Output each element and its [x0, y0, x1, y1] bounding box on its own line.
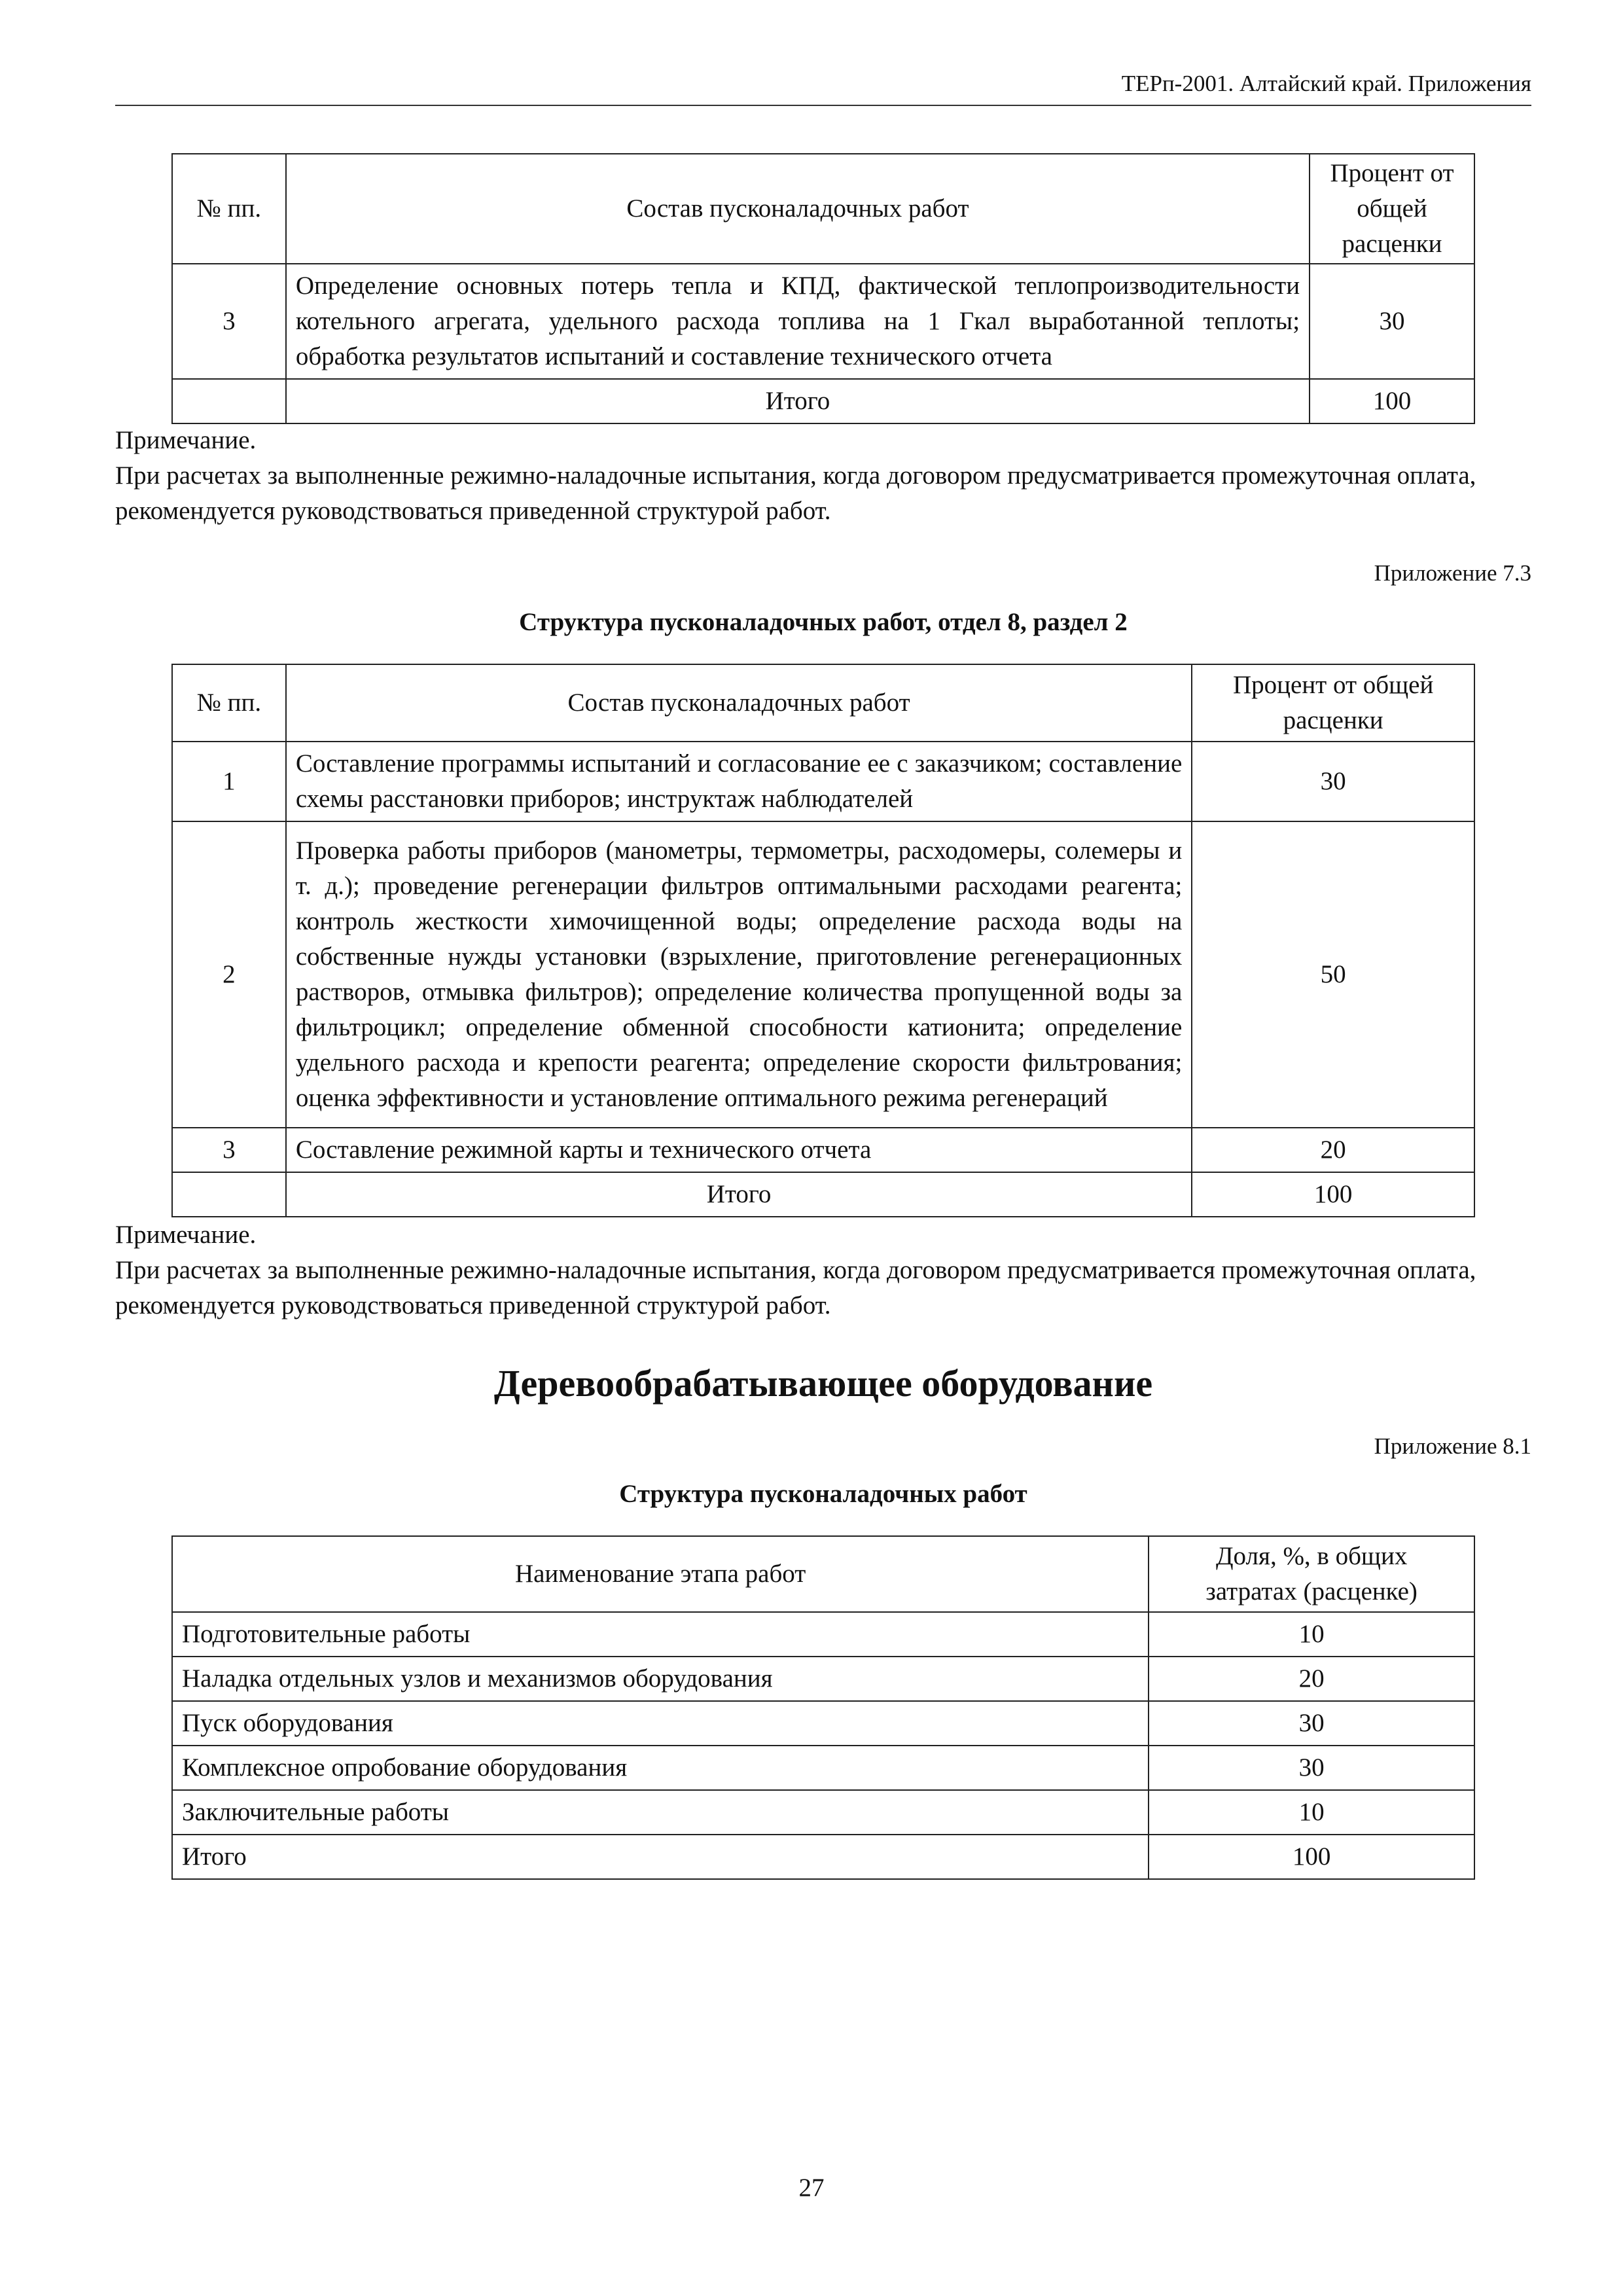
col-header-number: № пп.: [172, 154, 286, 264]
table-row: [172, 1790, 1474, 1835]
row-text: Составление программы испытаний и согласование ее с заказчиком; составление схемы расстановки приборов; инструктаж наблюдателей: [286, 742, 1192, 821]
row-number: 1: [172, 742, 286, 821]
section-title: Деревообрабатывающее оборудование: [493, 1362, 1153, 1405]
running-header: ТЕРп-2001. Алтайский край. Приложения: [115, 71, 1531, 106]
row-text: Определение основных потерь тепла и КПД, фактической теплопроизводительности котельного агрегата, удельного расхода топлива на 1 Гкал выработанной теплоты; обработка результатов испытаний и составление технического отчета: [286, 264, 1310, 379]
total-value: 100: [1310, 379, 1474, 423]
note-text: При расчетах за выполненные режимно-наладочные испытания, когда договором предусматривается промежуточная оплата, рекомендуется руководствоваться приведенной структурой работ.: [115, 461, 1476, 525]
col-header-composition: Состав пусконаладочных работ: [286, 664, 1192, 742]
note-title: Примечание.: [115, 1221, 257, 1249]
table-total-row: [172, 1835, 1474, 1879]
row-number: 3: [172, 1128, 286, 1172]
appendix-label-7-3: Приложение 7.3: [1374, 560, 1531, 586]
total-label: Итого: [286, 379, 1310, 423]
table-row: [172, 1746, 1474, 1790]
stage-share: 30: [1149, 1746, 1474, 1790]
appendix-label-8-1: Приложение 8.1: [1374, 1433, 1531, 1459]
row-percent: 20: [1192, 1128, 1474, 1172]
row-percent: 50: [1192, 821, 1474, 1128]
stage-name: Заключительные работы: [172, 1790, 1149, 1835]
stage-share: 20: [1149, 1657, 1474, 1701]
table-7-3: [171, 664, 1475, 1217]
table-row: [172, 1128, 1474, 1172]
total-value: 100: [1192, 1172, 1474, 1217]
note-text: При расчетах за выполненные режимно-наладочные испытания, когда договором предусматривается промежуточная оплата, рекомендуется руководствоваться приведенной структурой работ.: [115, 1256, 1476, 1319]
col-header-stage: Наименование этапа работ: [172, 1536, 1149, 1612]
table-row: [172, 1612, 1474, 1657]
col-header-number: № пп.: [172, 664, 286, 742]
stage-share: 30: [1149, 1701, 1474, 1746]
note-1: [115, 423, 1531, 529]
table-title-8-1: Структура пусконаладочных работ: [619, 1480, 1027, 1508]
table-total-row: [172, 379, 1474, 423]
note-title: Примечание.: [115, 426, 257, 454]
stage-name: Наладка отдельных узлов и механизмов оборудования: [172, 1657, 1149, 1701]
note-2: [115, 1217, 1531, 1323]
table-row: [172, 264, 1474, 379]
table-title-7-3: Структура пусконаладочных работ, отдел 8, раздел 2: [519, 608, 1128, 636]
row-number: 2: [172, 821, 286, 1128]
table-row: [172, 1657, 1474, 1701]
table-row: [172, 821, 1474, 1128]
stage-share: 10: [1149, 1790, 1474, 1835]
row-percent: 30: [1310, 264, 1474, 379]
stage-share: 100: [1149, 1835, 1474, 1879]
col-header-percent: Процент от общей расценки: [1310, 154, 1474, 264]
stage-name: Итого: [172, 1835, 1149, 1879]
col-header-percent: Процент от общей расценки: [1192, 664, 1474, 742]
stage-name: Комплексное опробование оборудования: [172, 1746, 1149, 1790]
row-number: 3: [172, 264, 286, 379]
row-percent: 30: [1192, 742, 1474, 821]
row-text: Проверка работы приборов (манометры, термометры, расходомеры, солемеры и т. д.); проведение регенерации фильтров оптимальными расходами реагента; контроль жесткости химочищенной воды; определение расхода воды на собственные нужды установки (взрыхление, приготовление регенерационных растворов, отмывка фильтров); определение количества пропущенной воды за фильтроцикл; определение обменной способности катионита; определение удельного расхода и крепости реагента; определение скорости фильтрования; оценка эффективности и установление оптимального режима регенераций: [286, 821, 1192, 1128]
table-7-2-continued: [171, 153, 1475, 424]
total-label: Итого: [286, 1172, 1192, 1217]
page-number: 27: [798, 2174, 825, 2202]
col-header-composition: Состав пусконаладочных работ: [286, 154, 1310, 264]
col-header-share: Доля, %, в общих затратах (расценке): [1149, 1536, 1474, 1612]
stage-name: Подготовительные работы: [172, 1612, 1149, 1657]
table-8-1: [171, 1535, 1475, 1880]
table-total-row: [172, 1172, 1474, 1217]
table-row: [172, 742, 1474, 821]
stage-share: 10: [1149, 1612, 1474, 1657]
stage-name: Пуск оборудования: [172, 1701, 1149, 1746]
row-text: Составление режимной карты и технического отчета: [286, 1128, 1192, 1172]
table-row: [172, 1701, 1474, 1746]
